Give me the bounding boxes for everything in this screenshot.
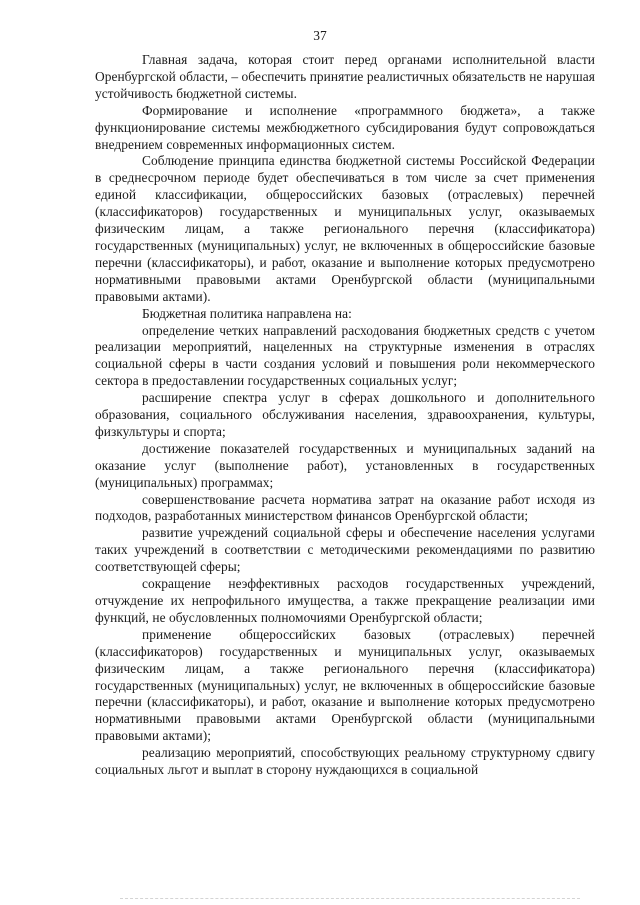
list-item-classifiers: применение общероссийских базовых (отраслевых) перечней (классификаторов) государственных и муниципальных услуг, оказываемых физическим лицам, а также регионального перечня (классификатора) государственных (муниципальных) услуг, не включенных в общероссийские базовые перечни (классификаторы), и работ, оказание и выполнение которых предусмотрено нормативными правовыми актами Оренбургской области (муниципальными правовыми актами);	[95, 626, 595, 744]
scan-artifact-line	[120, 898, 580, 899]
list-item-social-benefits: реализацию мероприятий, способствующих реальному структурному сдвигу социальных льгот и выплат в сторону нуждающихся в социальной	[95, 745, 595, 778]
list-item-services-expansion: расширение спектра услуг в сферах дошкольного и дополнительного образования, социального обслуживания населения, здравоохранения, культуры, физкультуры и спорта;	[95, 390, 595, 439]
list-item-social-institutions: развитие учреждений социальной сферы и обеспечение населения услугами таких учреждений в соответствии с методическими рекомендациями по развитию соответствующей сферы;	[95, 525, 595, 575]
list-item-directions: определение четких направлений расходования бюджетных средств с учетом реализации мероприятий, нацеленных на структурные изменения в отраслях социальной сферы в части создания условий и повышения роли некоммерческого сектора в предоставлении государственных социальных услуг;	[95, 322, 595, 389]
list-item-task-indicators: достижение показателей государственных и муниципальных заданий на оказание услуг (выполнение работ), установленных в государственных (муниципальных) программах;	[95, 440, 595, 490]
document-body	[95, 52, 595, 779]
page-bottom-edge	[0, 893, 640, 905]
list-item-cost-standard: совершенствование расчета норматива затрат на оказание работ исходя из подходов, разработанных министерством финансов Оренбургской области;	[95, 491, 595, 524]
page-number: 37	[313, 28, 327, 43]
list-item-cost-reduction: сокращение неэффективных расходов государственных учреждений, отчуждение их непрофильного имущества, а также прекращение реализации ими функций, не обусловленных полномочиями Оренбургской области;	[95, 576, 595, 625]
paragraph-main-task: Главная задача, которая стоит перед органами исполнительной власти Оренбургской области, – обеспечить принятие реалистичных обязательств не нарушая устойчивость бюджетной системы.	[95, 52, 595, 101]
paragraph-budget-unity: Соблюдение принципа единства бюджетной системы Российской Федерации в среднесрочном периоде будет обеспечиваться в том числе за счет применения единой классификации, общероссийских базовых (отраслевых) перечней (классификаторов) государственных и муниципальных услуг, оказываемых физическим лицам, а также регионального перечня (классификатора) государственных (муниципальных) услуг, не включенных в общероссийские базовые перечни (классификаторы), и работ, оказание и выполнение которых предусмотрено нормативными правовыми актами Оренбургской области (муниципальными правовыми актами).	[95, 153, 595, 304]
paragraph-program-budget: Формирование и исполнение «программного бюджета», а также функционирование системы межбюджетного субсидирования будут сопровождаться внедрением современных информационных систем.	[95, 102, 595, 152]
paragraph-policy-intro: Бюджетная политика направлена на:	[142, 305, 352, 321]
